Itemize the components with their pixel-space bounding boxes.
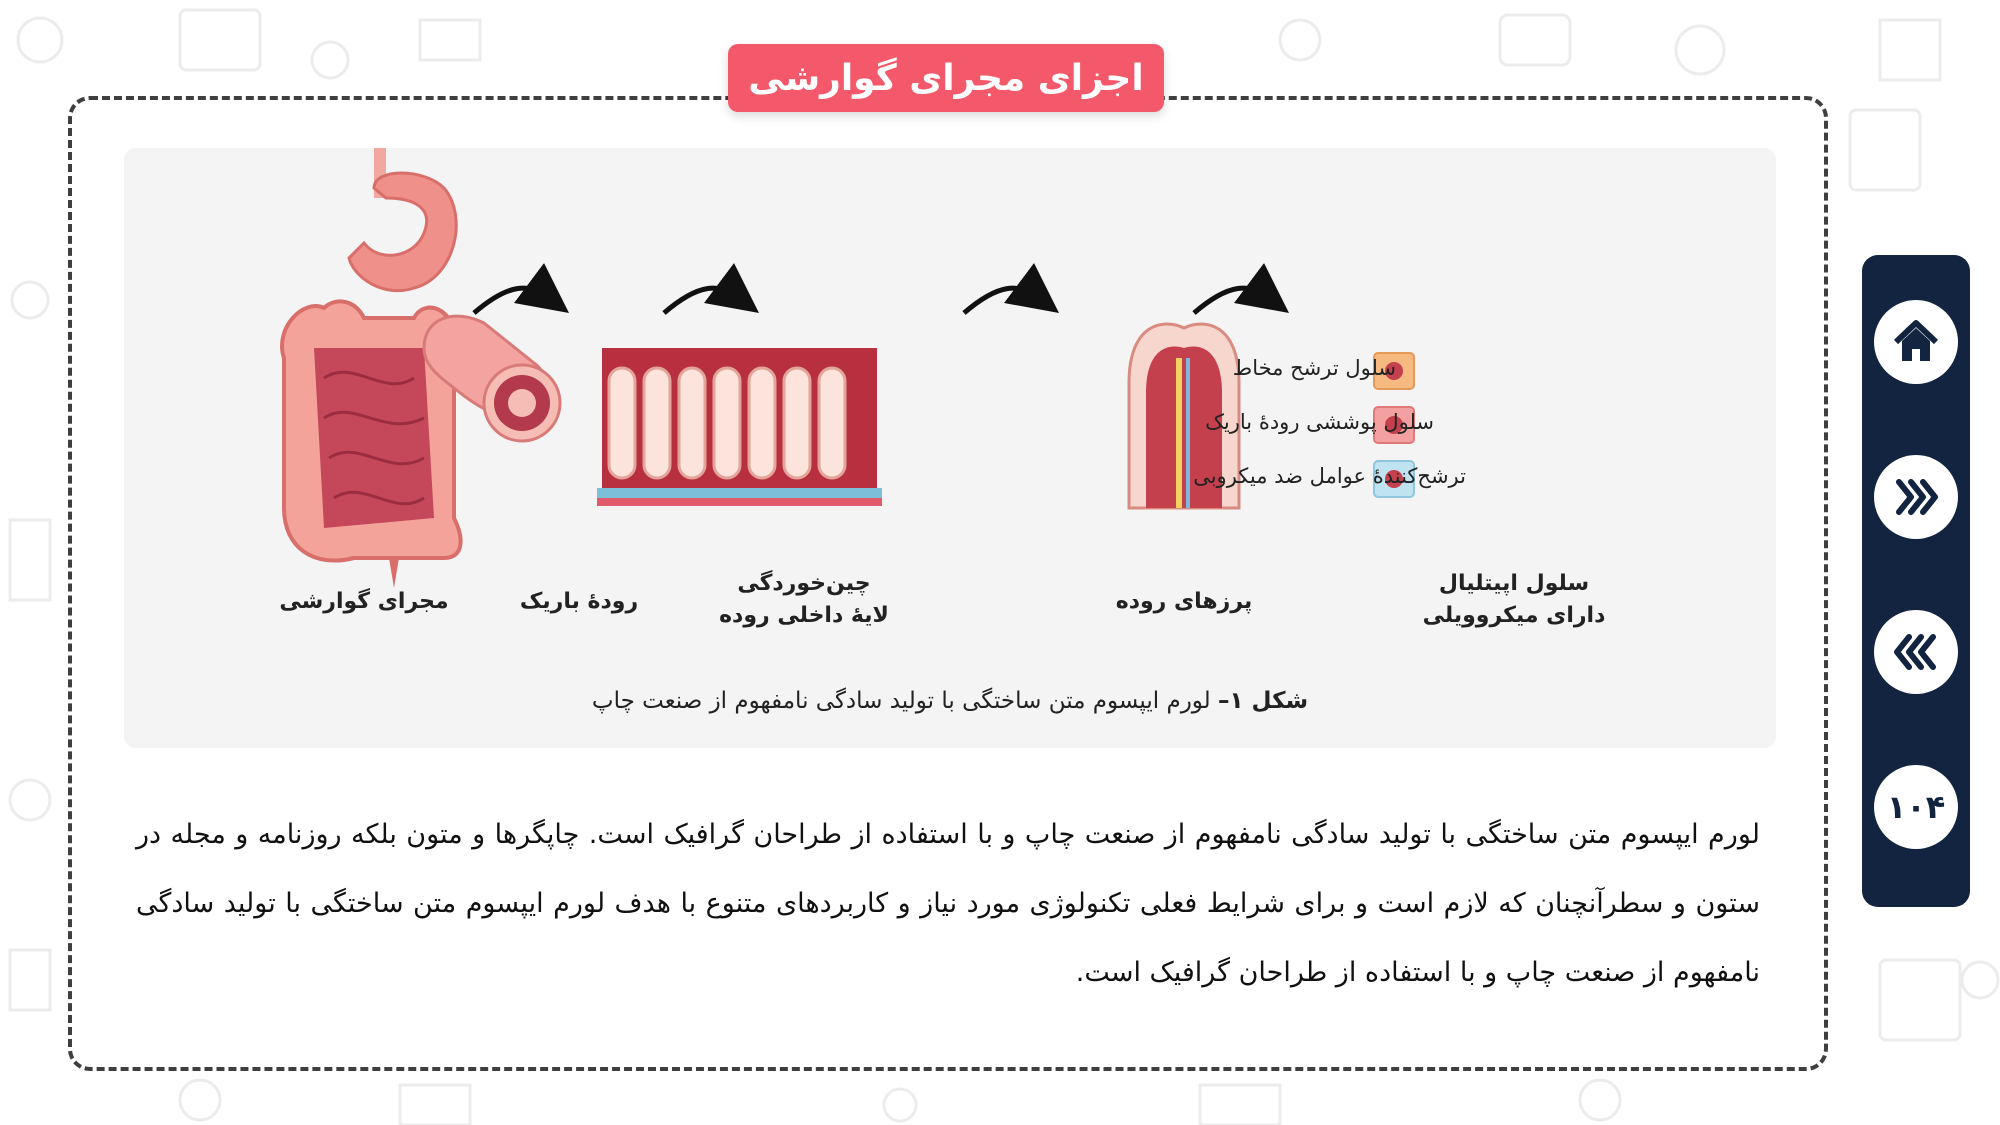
caption-text: لورم ایپسوم متن ساختگی با تولید سادگی نامفهوم از صنعت چاپ: [591, 688, 1211, 714]
intestinal-folds-illustration: [597, 348, 882, 506]
next-button[interactable]: [1874, 455, 1958, 539]
home-button[interactable]: [1874, 300, 1958, 384]
caption-prefix: شکل ۱–: [1218, 688, 1309, 714]
legend-item-epithelial: سلول پوششی رودهٔ باریک: [1205, 410, 1434, 434]
digestive-diagram: [124, 148, 1776, 748]
label-folds-line1: چین‌خوردگی: [737, 571, 871, 596]
label-epithelial-line1: سلول اپیتلیال: [1438, 571, 1590, 596]
label-villi: پرزهای روده: [1115, 589, 1253, 614]
arrow-1: [474, 288, 549, 313]
chevrons-left-icon: [1891, 627, 1941, 677]
arrow-2: [664, 288, 739, 313]
label-digestive-tract: مجرای گوارشی: [279, 589, 449, 614]
side-navigation: [1862, 255, 1970, 907]
label-intestinal-folds: [704, 568, 904, 632]
flow-arrows: [474, 288, 1269, 313]
previous-button[interactable]: [1874, 610, 1958, 694]
legend-item-mucus: سلول ترشح مخاط: [1232, 356, 1396, 380]
arrow-4: [1194, 288, 1269, 313]
arrow-3: [964, 288, 1039, 313]
body-paragraph: لورم ایپسوم متن ساختگی با تولید سادگی نامفهوم از صنعت چاپ و با استفاده از طراحان گرافیک است. چاپگرها و متون بلکه روزنامه و مجله در ستون و سطرآنچنان که لازم است و برای شرایط فعلی تکنولوژی مورد نیاز و کاربردهای متنوع با هدف لورم ایپسوم متن ساختگی با تولید سادگی نامفهوم از صنعت چاپ و با استفاده از طراحان گرافیک است.: [136, 819, 1760, 988]
page-number: ۱۰۴: [1886, 788, 1946, 826]
label-epithelial-line2: دارای میکروویلی: [1422, 602, 1606, 628]
label-folds-line2: لایهٔ داخلی روده: [719, 602, 889, 628]
label-small-intestine: رودهٔ باریک: [519, 589, 639, 614]
figure-panel: [124, 148, 1776, 748]
home-icon: [1891, 317, 1941, 367]
figure-caption: [124, 688, 1776, 714]
label-epithelial-cell: [1404, 568, 1624, 632]
page-number-badge: [1874, 765, 1958, 849]
legend-item-antimicrobial: ترشح‌کنندهٔ عوامل ضد میکروبی: [1193, 464, 1466, 488]
chevrons-right-icon: [1891, 472, 1941, 522]
page-title: اجزای مجرای گوارشی: [728, 44, 1164, 112]
